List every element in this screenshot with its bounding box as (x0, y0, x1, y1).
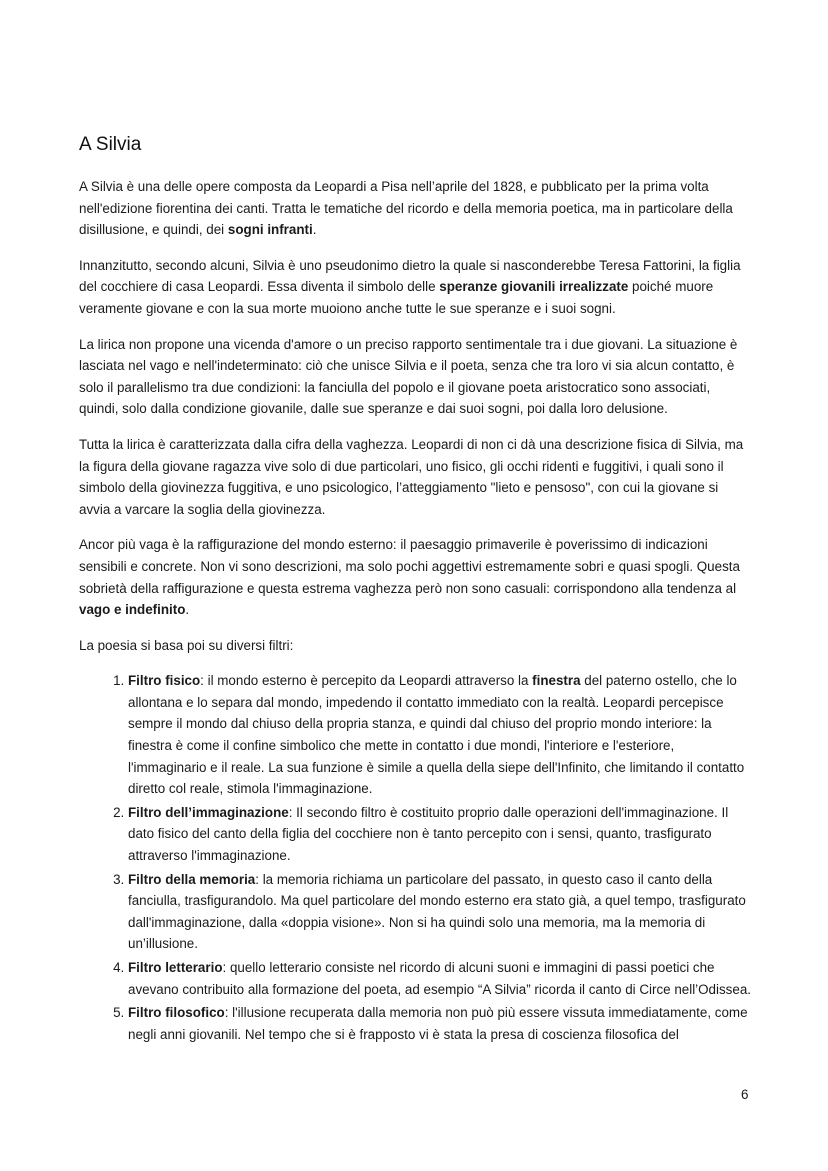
text-run: poiché muore veramente giovane e con la sua morte muoiono anche tutte le sue speranze e i suoi sogni. (79, 279, 714, 316)
text-run: : la memoria richiama un particolare del passato, in questo caso il canto della fanciulla, trasfigurandolo. Ma quel particolare del mondo esterno era stato già, a quel tempo, trasfigurato dall'immaginazione, dalla «doppia visione». Non si ha quindi solo una memoria, ma la memoria di un’illusione. (128, 871, 746, 952)
bold-text: Filtro filosofico (128, 1005, 225, 1021)
paragraph-intro (79, 176, 751, 241)
bold-text: vago e indefinito (79, 602, 186, 618)
text-run: : Il secondo filtro è costituito proprio dalle operazioni dell'immaginazione. Il dato fisico del canto della figlia del cocchiere non è tanto percepito con i sensi, quanto, trasfigurato attraverso l'immaginazione. (128, 804, 729, 864)
bold-text: Filtro fisico (128, 673, 201, 689)
bold-text: Filtro della memoria (128, 871, 256, 887)
bold-text: speranze giovanili irrealizzate (439, 279, 629, 295)
text-run: : il mondo esterno è percepito da Leopardi attraverso la (200, 673, 533, 689)
paragraph-external-world (79, 534, 751, 620)
page-title: A Silvia (79, 134, 142, 155)
document-body (79, 176, 751, 1047)
text-run: . (312, 222, 317, 238)
text-run: La lirica non propone una vicenda d'amore o un preciso rapporto sentimentale tra i due giovani. La situazione è lasciata nel vago e nell'indeterminato: ciò che unisce Silvia e il poeta, senza che tra loro vi sia alcun contatto, è solo il parallelismo tra due condizioni: la fanciulla del popolo e il giovane poeta aristocratico sono associati, quindi, solo dalla condizione giovanile, dalle sue speranze e dai suoi sogni, poi dalla loro delusione. (79, 336, 738, 417)
paragraph-filters-intro (79, 635, 751, 657)
text-run: del paterno ostello, che lo allontana e lo separa dal mondo, impedendo il contatto immediato con la realtà. Leopardi percepisce sempre il mondo dal chiuso della propria stanza, e quindi dal chiuso del proprio mondo interiore: la finestra è come il confine simbolico che mette in contatto i due mondi, l'interiore e l'esteriore, l'immaginario e il reale. La sua funzione è simile a quella della siepe dell'Infinito, che limitando il contatto diretto col reale, stimola l'immaginazione. (128, 673, 745, 797)
paragraph-pseudonym (79, 255, 751, 320)
bold-text: Filtro dell’immaginazione (128, 804, 289, 820)
filter-item-memory (128, 869, 751, 955)
text-run: A Silvia è una delle opere composta da Leopardi a Pisa nell’aprile del 1828, e pubblicato per la prima volta nell'edizione fiorentina dei canti. Tratta le tematiche del ricordo e della memoria poetica, ma in particolare della disillusione, e quindi, dei (79, 179, 733, 238)
paragraph-situation (79, 334, 751, 420)
filter-item-literary (128, 957, 751, 1000)
filter-item-philosophical (128, 1002, 751, 1045)
paragraph-vagueness (79, 434, 751, 520)
bold-text: sogni infranti (227, 222, 313, 238)
text-run: Ancor più vaga è la raffigurazione del mondo esterno: il paesaggio primaverile è poverissimo di indicazioni sensibili e concrete. Non vi sono descrizioni, ma solo pochi aggettivi estremamente sobri e quasi spogli. Questa sobrietà della raffigurazione e questa estrema vaghezza però non sono casuali: corrispondono alla tendenza al (79, 537, 740, 596)
bold-text: finestra (532, 673, 581, 689)
page-number: 6 (741, 1087, 749, 1102)
text-run: . (185, 602, 190, 618)
text-run: : quello letterario consiste nel ricordo di alcuni suoni e immagini di passi poetici che avevano contribuito alla formazione del poeta, ad esempio “A Silvia” ricorda il canto di Circe nell’Odissea. (128, 960, 751, 997)
text-run: La poesia si basa poi su diversi filtri: (79, 637, 294, 653)
filter-item-imagination (128, 802, 751, 867)
filter-item-physical (128, 670, 751, 800)
bold-text: Filtro letterario (128, 960, 223, 975)
text-run: : l'illusione recuperata dalla memoria non può più essere vissuta immediatamente, come negli anni giovanili. Nel tempo che si è frapposto vi è stata la presa di coscienza filosofica del (128, 1005, 748, 1042)
filters-list (79, 670, 751, 1045)
text-run: Tutta la lirica è caratterizzata dalla cifra della vaghezza. Leopardi di non ci dà una descrizione fisica di Silvia, ma la figura della giovane ragazza vive solo di due particolari, uno fisico, gli occhi ridenti e fuggitivi, i quali sono il simbolo della giovinezza fuggitiva, e uno psicologico, l’atteggiamento "lieto e pensoso", con cui la giovane si avvia a varcare la soglia della giovinezza. (79, 436, 744, 517)
text-run: Innanzitutto, secondo alcuni, Silvia è uno pseudonimo dietro la quale si nasconderebbe Teresa Fattorini, la figlia del cocchiere di casa Leopardi. Essa diventa il simbolo delle (79, 257, 741, 295)
